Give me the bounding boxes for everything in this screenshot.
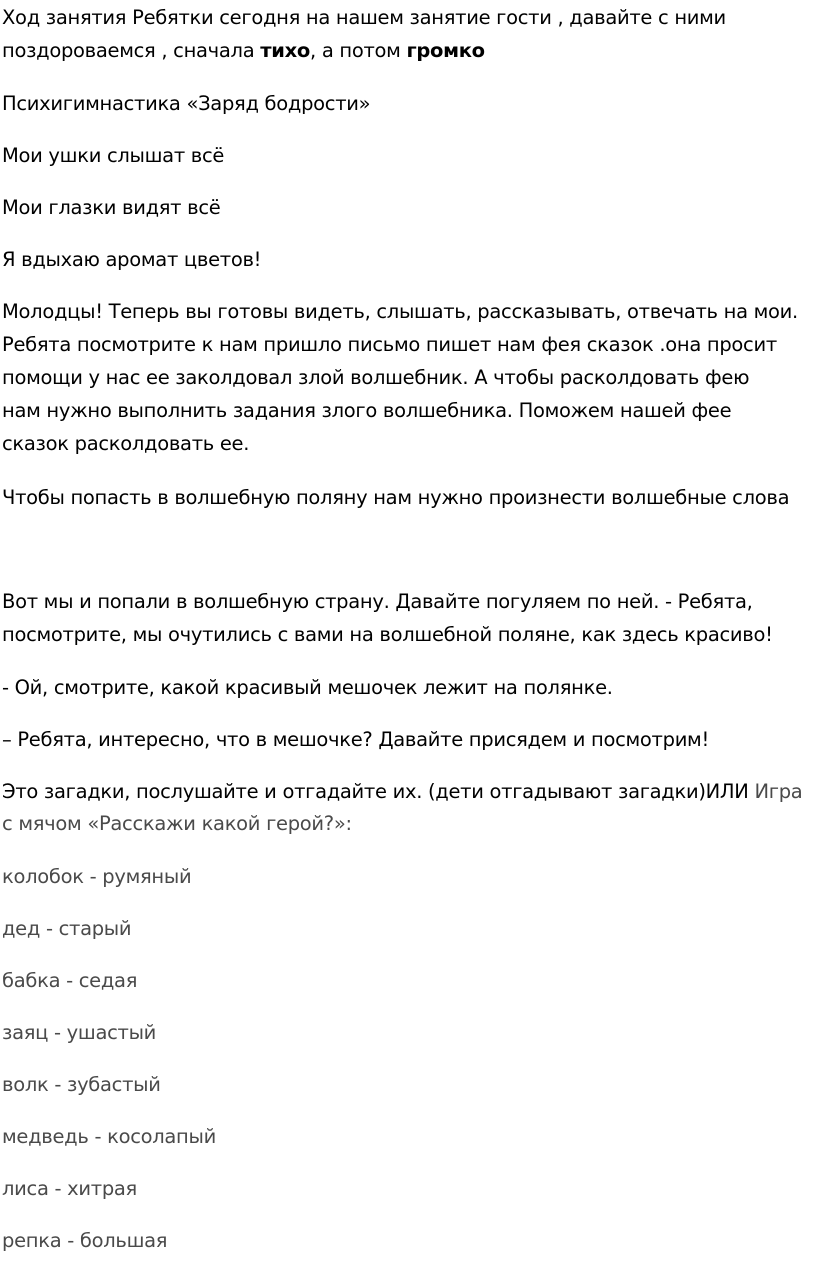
arrival-line: посмотрите, мы очутились с вами на волшебной поляне, как здесь красиво! — [2, 623, 773, 646]
exercise-line: Мои ушки слышат всё — [2, 144, 225, 167]
hero-item: медведь - косолапый — [2, 1125, 216, 1148]
story-line: Молодцы! Теперь вы готовы видеть, слышать, рассказывать, отвечать на мои. — [2, 300, 798, 323]
curious-line: – Ребята, интересно, что в мешочке? Давайте присядем и посмотрим! — [2, 728, 709, 751]
riddles-text: Это загадки, послушайте и отгадайте их. (дети отгадывают загадки)ИЛИ — [2, 780, 755, 803]
intro-line-2 — [2, 35, 485, 67]
hero-item: лиса - хитрая — [2, 1177, 137, 1200]
exercise-line: Мои глазки видят всё — [2, 196, 221, 219]
intro-bold-loud: громко — [406, 39, 485, 62]
hero-item: репка - большая — [2, 1229, 168, 1252]
game-word: Игра — [754, 780, 803, 803]
story-line: помощи у нас ее заколдовал злой волшебник. А чтобы расколдовать фею — [2, 366, 750, 389]
hero-item: волк - зубастый — [2, 1073, 161, 1096]
intro-text-a: поздороваемся , сначала — [2, 39, 261, 62]
magic-words-line: Чтобы попасть в волшебную поляну нам нужно произнести волшебные слова — [2, 486, 790, 509]
bag-line: - Ой, смотрите, какой красивый мешочек лежит на полянке. — [2, 676, 613, 699]
hero-item: дед - старый — [2, 917, 132, 940]
hero-item: бабка - седая — [2, 969, 138, 992]
exercise-line: Я вдыхаю аромат цветов! — [2, 248, 262, 271]
riddles-line-1 — [2, 776, 802, 808]
intro-bold-quiet: тихо — [260, 39, 311, 62]
arrival-line: Вот мы и попали в волшебную страну. Давайте погуляем по ней. - Ребята, — [2, 590, 753, 613]
intro-text-b: , а потом — [310, 39, 407, 62]
hero-item: заяц - ушастый — [2, 1021, 157, 1044]
story-line: нам нужно выполнить задания злого волшебника. Поможем нашей фее — [2, 399, 732, 422]
story-line: сказок расколдовать ее. — [2, 432, 250, 455]
intro-line-1: Ход занятия Ребятки сегодня на нашем занятие гости , давайте с ними — [2, 6, 726, 29]
riddles-line-2: с мячом «Расскажи какой герой?»: — [2, 812, 352, 835]
hero-item: колобок - румяный — [2, 865, 192, 888]
exercise-title: Психигимнастика «Заряд бодрости» — [2, 92, 371, 115]
story-line: Ребята посмотрите к нам пришло письмо пишет нам фея сказок .она просит — [2, 333, 777, 356]
